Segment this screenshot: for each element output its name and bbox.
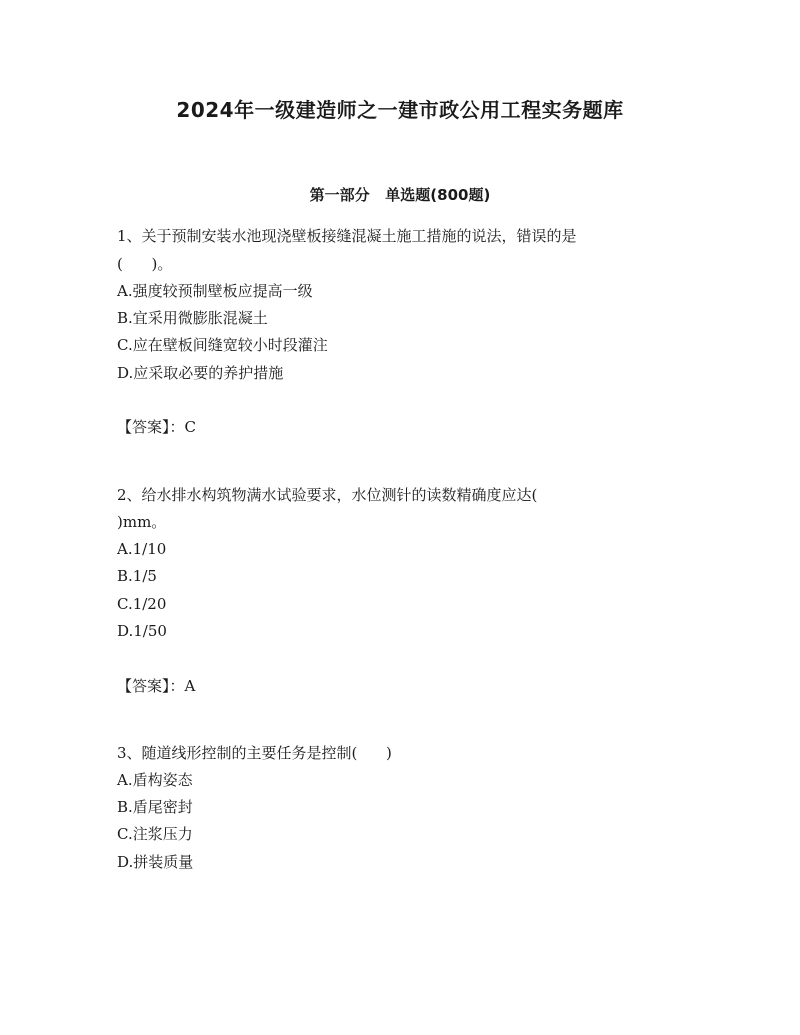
- question-2-stem-line-1: 2、给水排水构筑物满水试验要求，水位测针的读数精确度应达(: [117, 486, 538, 504]
- question-3-option-c: C.注浆压力: [117, 825, 193, 843]
- section-heading: 第一部分 单选题(800题): [309, 186, 491, 204]
- question-1-option-c: C.应在壁板间缝宽较小时段灌注: [117, 336, 328, 354]
- question-2-answer: 【答案】：A: [117, 677, 196, 695]
- question-3-stem-line-1: 3、随道线形控制的主要任务是控制( ): [117, 744, 392, 762]
- question-1-answer: 【答案】：C: [117, 418, 196, 436]
- question-1-option-b: B.宜采用微膨胀混凝土: [117, 309, 268, 327]
- question-1-stem-line-1: 1、关于预制安装水池现浇壁板接缝混凝土施工措施的说法，错误的是: [117, 227, 577, 245]
- question-2-option-a: A.1/10: [117, 540, 167, 558]
- question-2-option-b: B.1/5: [117, 567, 157, 585]
- question-3-option-a: A.盾构姿态: [117, 771, 193, 789]
- question-2-option-c: C.1/20: [117, 595, 167, 613]
- question-2-option-d: D.1/50: [117, 622, 167, 640]
- question-1-option-d: D.应采取必要的养护措施: [117, 364, 284, 382]
- question-1-option-a: A.强度较预制壁板应提高一级: [117, 282, 313, 300]
- question-1-stem-line-2: ( )。: [117, 255, 173, 273]
- question-3-option-d: D.拼装质量: [117, 853, 194, 871]
- question-2-stem-line-2: )mm。: [117, 513, 167, 531]
- document-title: 2024年一级建造师之一建市政公用工程实务题库: [176, 98, 624, 122]
- question-3-option-b: B.盾尾密封: [117, 798, 193, 816]
